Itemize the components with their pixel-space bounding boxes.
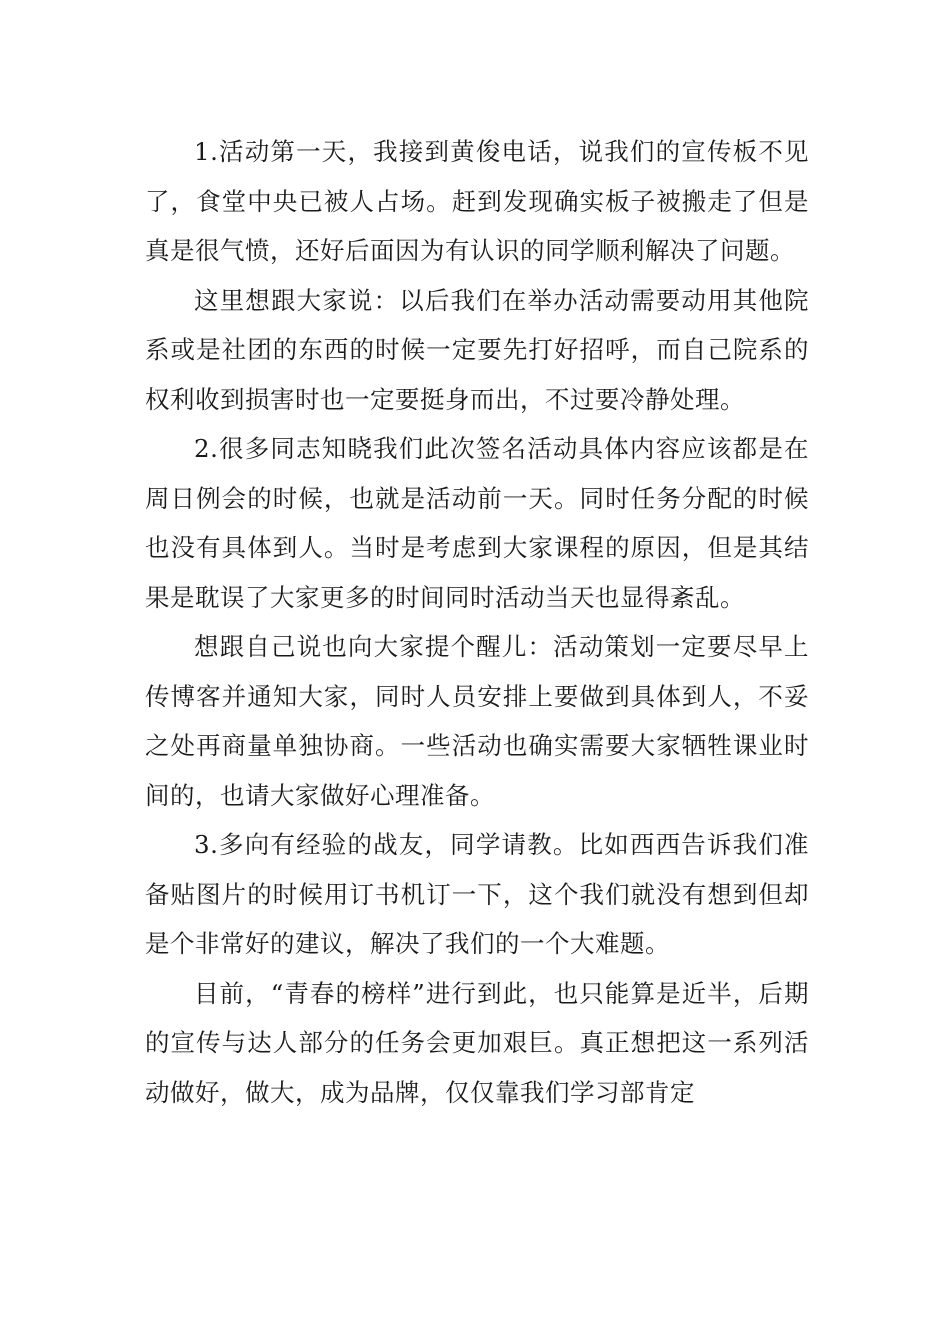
paragraph-incident-1: 1.活动第一天，我接到黄俊电话，说我们的宣传板不见了，食堂中央已被人占场。赶到发现确实板子被搬走了但是真是很气愤，还好后面因为有认识的同学顺利解决了问题。 [145, 137, 809, 265]
paragraph-outlook: 目前，“青春的榜样”进行到此，也只能算是近半，后期的宣传与达人部分的任务会更加艰巨。真正想把这一系列活动做好，做大，成为品牌，仅仅靠我们学习部肯定 [145, 978, 809, 1107]
paragraph-incident-3: 3.多向有经验的战友，同学请教。比如西西告诉我们准备贴图片的时候用订书机订一下，这个我们就没有想到但却是个非常好的建议，解决了我们的一个大难题。 [145, 830, 809, 958]
paragraph-incident-2: 2.很多同志知晓我们此次签名活动具体内容应该都是在周日例会的时候，也就是活动前一天。同时任务分配的时候也没有具体到人。当时是考虑到大家课程的原因，但是其结果是耽误了大家更多的时间同时活动当天也显得紊乱。 [145, 434, 809, 612]
document-body [145, 127, 809, 1117]
paragraph-lesson-1: 这里想跟大家说：以后我们在举办活动需要动用其他院系或是社团的东西的时候一定要先打好招呼，而自己院系的权利收到损害时也一定要挺身而出，不过要冷静处理。 [145, 285, 809, 414]
paragraph-lesson-2: 想跟自己说也向大家提个醒儿：活动策划一定要尽早上传博客并通知大家，同时人员安排上要做到具体到人，不妥之处再商量单独协商。一些活动也确实需要大家牺牲课业时间的，也请大家做好心理准备。 [145, 632, 809, 810]
